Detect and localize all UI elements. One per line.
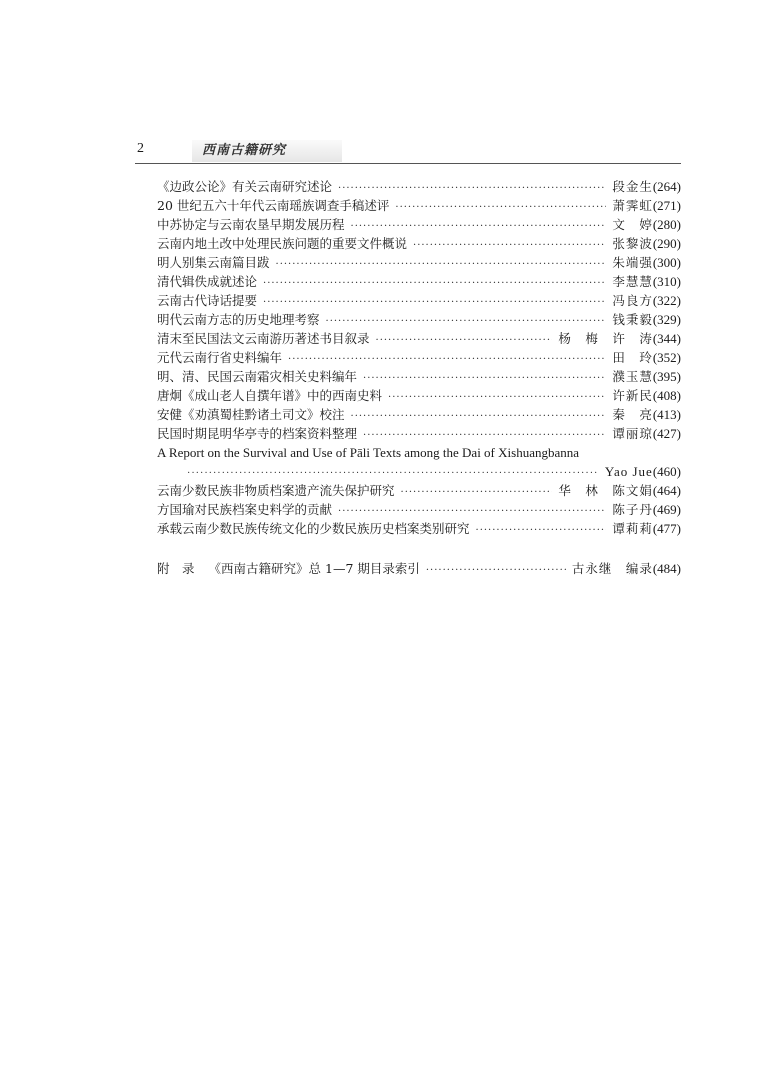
journal-title: 西南古籍研究	[192, 140, 342, 162]
entry-title: 元代云南行省史料编年	[157, 350, 283, 365]
entry-title: 云南内地土改中处理民族问题的重要文件概说	[157, 236, 408, 251]
entry-title: 安健《劝滇蜀桂黔诸土司文》校注	[157, 407, 345, 422]
entry-title: 民国时期昆明华亭寺的档案资料整理	[157, 426, 358, 441]
entry-author: 钱秉毅	[612, 312, 653, 327]
entry-page: (408)	[652, 388, 681, 403]
entry-author: 陈子丹	[612, 502, 653, 517]
header-rule	[135, 163, 681, 164]
entry-page: (352)	[652, 350, 681, 365]
toc-entry	[157, 424, 681, 443]
toc-entry	[157, 367, 681, 386]
entry-page: (322)	[652, 293, 681, 308]
dot-leader	[426, 561, 566, 580]
dot-leader	[351, 407, 607, 426]
toc-entry	[157, 291, 681, 310]
entry-title: 方国瑜对民族档案史料学的贡献	[157, 502, 333, 517]
dot-leader	[376, 331, 553, 350]
entry-page: (290)	[652, 236, 681, 251]
entry-title: 《边政公论》有关云南研究述论	[157, 179, 333, 194]
toc-entry	[157, 500, 681, 519]
entry-page: (460)	[652, 464, 681, 479]
entry-author: 秦 亮	[612, 407, 653, 422]
spacer	[157, 538, 681, 559]
toc-entry	[157, 310, 681, 329]
toc-entry-english-author	[157, 462, 681, 481]
entry-page: (469)	[652, 502, 681, 517]
toc-entry-english-title	[157, 443, 681, 462]
entry-title: 明人别集云南篇目跋	[157, 255, 270, 270]
entry-author: 朱端强	[612, 255, 653, 270]
entry-title: 明代云南方志的历史地理考察	[157, 312, 320, 327]
entry-author: 杨 梅 许 涛	[558, 331, 653, 346]
table-of-contents	[157, 177, 681, 578]
entry-page: (280)	[652, 217, 681, 232]
entry-page: (484)	[652, 561, 681, 576]
toc-entry	[157, 481, 681, 500]
entry-page: (395)	[652, 369, 681, 384]
toc-entry	[157, 272, 681, 291]
dot-leader	[363, 369, 606, 388]
toc-entry	[157, 215, 681, 234]
entry-author: 濮玉慧	[612, 369, 653, 384]
entry-title: A Report on the Survival and Use of Pāli Texts among the Dai of Xishuangbanna	[157, 445, 579, 460]
dot-leader	[401, 483, 553, 502]
entry-page: (300)	[652, 255, 681, 270]
entry-page: (413)	[652, 407, 681, 422]
entry-page: (477)	[652, 521, 681, 536]
entry-title: 中苏协定与云南农垦早期发展历程	[157, 217, 345, 232]
entry-page: (271)	[652, 198, 681, 213]
entry-page: (464)	[652, 483, 681, 498]
dot-leader	[413, 236, 606, 255]
toc-entry	[157, 329, 681, 348]
entry-author: 华 林 陈文娟	[558, 483, 653, 498]
entry-author: 张黎波	[612, 236, 653, 251]
toc-entry	[157, 177, 681, 196]
entry-page: (427)	[652, 426, 681, 441]
toc-entry	[157, 253, 681, 272]
toc-entry	[157, 196, 681, 215]
entry-author: 文 婷	[612, 217, 653, 232]
entry-author: 冯良方	[612, 293, 653, 308]
toc-entry	[157, 405, 681, 424]
entry-page: (264)	[652, 179, 681, 194]
entry-title: 明、清、民国云南霜灾相关史料编年	[157, 369, 358, 384]
entry-title: 《西南古籍研究》总 1—7 期目录索引	[208, 561, 420, 576]
entry-page: (344)	[652, 331, 681, 346]
toc-entry	[157, 386, 681, 405]
entry-title: 20 世纪五六十年代云南瑶族调查手稿述评	[157, 198, 390, 213]
entry-title: 清代辑佚成就述论	[157, 274, 258, 289]
entry-title: 承载云南少数民族传统文化的少数民族历史档案类别研究	[157, 521, 470, 536]
entry-author: 李慧慧	[612, 274, 653, 289]
entry-author: 萧霁虹	[612, 198, 653, 213]
entry-title: 清末至民国法文云南游历著述书目叙录	[157, 331, 370, 346]
dot-leader	[476, 521, 607, 540]
entry-page: (310)	[652, 274, 681, 289]
entry-author: 谭丽琼	[612, 426, 653, 441]
entry-author: 谭莉莉	[612, 521, 653, 536]
page-number: 2	[137, 141, 144, 156]
toc-entry	[157, 348, 681, 367]
entry-author: 田 玲	[612, 350, 653, 365]
entry-title: 云南少数民族非物质档案遗产流失保护研究	[157, 483, 395, 498]
entry-author: 许新民	[612, 388, 653, 403]
toc-entry	[157, 234, 681, 253]
entry-author: Yao Jue	[604, 464, 653, 479]
appendix-label: 附 录	[157, 561, 195, 576]
entry-title: 云南古代诗话提要	[157, 293, 258, 308]
entry-page: (329)	[652, 312, 681, 327]
appendix-entry	[157, 559, 681, 578]
dot-leader	[263, 274, 606, 293]
entry-author: 段金生	[612, 179, 653, 194]
dot-leader	[276, 255, 607, 274]
entry-author: 古永继 编录	[571, 561, 653, 576]
toc-entry	[157, 519, 681, 538]
dot-leader	[395, 198, 606, 217]
dot-leader	[388, 388, 606, 407]
entry-title: 唐炯《成山老人自撰年谱》中的西南史料	[157, 388, 383, 403]
